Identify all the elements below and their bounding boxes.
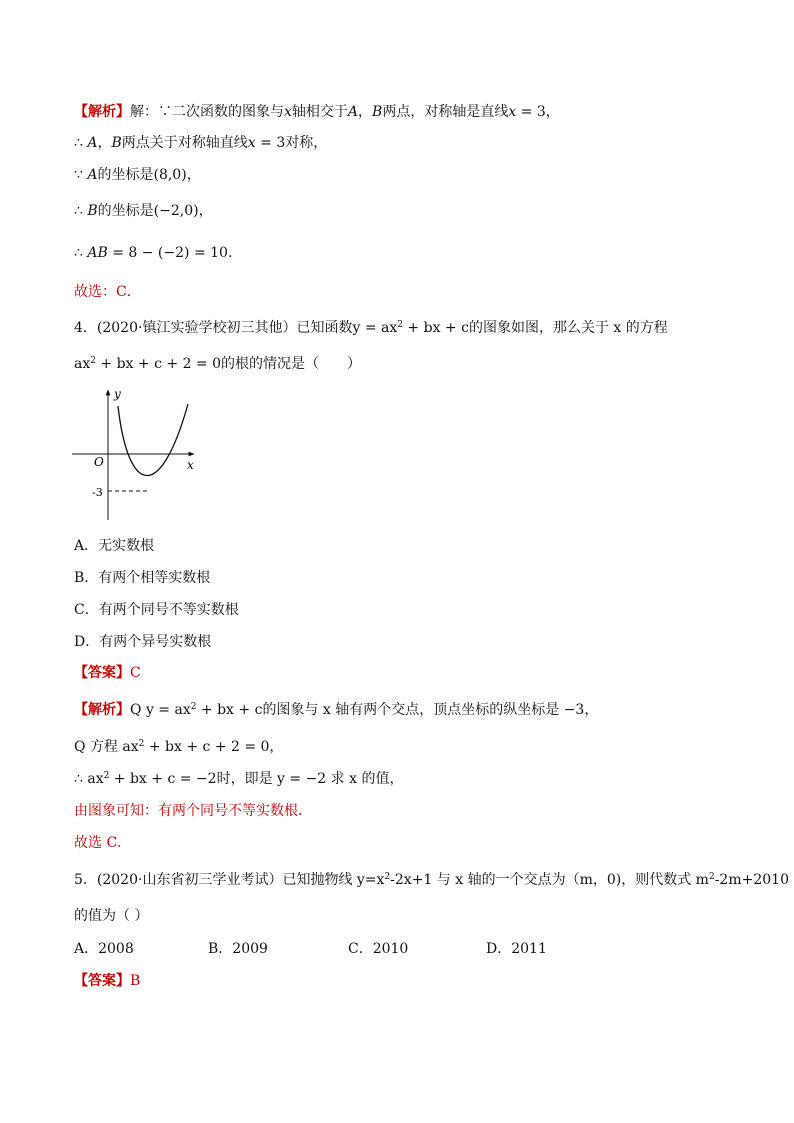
q4-stem-line-2: $ax^2$ + bx + c + 2 = 0的根的情况是（ ） [74,356,362,372]
q5-options [74,939,547,959]
q3-analysis-line-5: ∴ AB = 8 − (−2) = 10. [74,245,233,261]
q4-option-c: C．有两个同号不等实数根 [74,602,239,618]
y-axis-label: y [114,387,121,401]
q3-analysis-line-3: ∵ A的坐标是(8,0)， [74,167,201,183]
q5-answer: 【答案】B [74,973,141,989]
origin-label: O [94,455,104,469]
tick-label-neg3: -3 [92,486,103,499]
q4-option-b: B．有两个相等实数根 [74,570,211,586]
q3-analysis-line-2: ∴ A，B两点关于对称轴直线x = 3对称， [74,135,328,151]
analysis-label: 【解析】 [74,104,130,120]
q3-analysis-line-1: 【解析】解：∵二次函数的图象与x轴相交于A，B两点，对称轴是直线x = 3， [74,104,560,120]
q4-option-a: A．无实数根 [74,538,155,554]
q5-option-c: C．2010 [348,941,409,957]
q4-option-d: D．有两个异号实数根 [74,634,212,650]
q4-answer: 【答案】C [74,665,141,681]
parabola-curve [118,404,188,476]
q3-choice: 故选：C． [74,284,141,300]
q4-analysis-line-3: ∴ $ax^2$ + bx + c = −2时，即是 y = −2 求 x 的值， [74,771,404,787]
q4-analysis-line-2: Q 方程 $ax^2$ + bx + c + 2 = 0， [74,739,284,755]
q4-parabola-graph [70,384,200,524]
q5-option-d: D．2011 [486,941,547,957]
q3-analysis-line-4: ∴ B的坐标是(−2,0)， [74,203,213,219]
q5-option-a: A．2008 [74,941,134,957]
q5-stem-line-2: 的值为（ ） [74,908,149,924]
q4-analysis-line-1: 【解析】Q $y = ax^2$ + bx + c的图象与 x 轴有两个交点，顶点坐标的纵坐标是 −3， [74,702,599,718]
q4-analysis-line-4: 由图象可知：有两个同号不等实数根． [74,803,312,819]
x-axis-label: x [187,458,194,472]
q5-stem-line-1: 5．(2020·山东省初三学业考试）已知抛物线 $y=x^2-2x+1$ 与 x 轴的一个交点为（m，0)，则代数式 $m^2-2m+2010$ [74,872,789,888]
q4-stem-line-1: 4．(2020·镇江实验学校初三其他）已知函数$y = ax^2$ + bx + c的图象如图，那么关于 x 的方程 [74,320,668,336]
q4-choice: 故选 C． [74,835,132,851]
q5-option-b: B．2009 [208,941,268,957]
